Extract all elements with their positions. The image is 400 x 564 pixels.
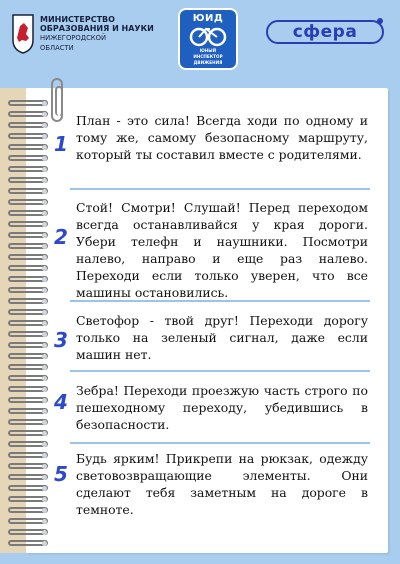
binding-hole <box>42 167 47 172</box>
binding-hole <box>42 178 47 183</box>
binding-hole <box>42 530 47 535</box>
rule-text: Светофор - твой друг! Переходи дорогу только на зеленый сигнал, даже если машин нет. <box>76 313 368 362</box>
ministry-logo-text <box>40 15 170 53</box>
paperclip-icon <box>51 78 63 122</box>
binding-hole <box>42 233 47 238</box>
binding-hole <box>42 453 47 458</box>
binding-hole <box>42 255 47 260</box>
yuid-sub-3: ДВИЖЕНИЯ <box>193 60 223 65</box>
binding-hole <box>42 332 47 337</box>
rule-number: 1 <box>54 132 68 156</box>
yuid-logo <box>178 8 238 70</box>
binding-hole <box>42 387 47 392</box>
binding-hole <box>42 343 47 348</box>
rule-number: 5 <box>54 462 68 486</box>
rule-text: План - это сила! Всегда ходи по одному и тому же, самому безопасному маршруту, который ты составил вместе с родителями. <box>76 113 368 162</box>
divider-line <box>70 442 370 444</box>
header <box>0 0 400 78</box>
binding-hole <box>42 475 47 480</box>
binding-hole <box>42 288 47 293</box>
binding-hole <box>42 442 47 447</box>
binding-hole <box>42 310 47 315</box>
rule-number: 4 <box>54 390 68 414</box>
binding-hole <box>42 266 47 271</box>
binding-hole <box>42 321 47 326</box>
binding-hole <box>42 211 47 216</box>
binding-hole <box>42 145 47 150</box>
yuid-title: ЮИД <box>192 13 224 24</box>
ministry-line-4: ОБЛАСТИ <box>40 44 74 52</box>
binding-hole <box>42 244 47 249</box>
binding-hole <box>42 222 47 227</box>
binding-hole <box>42 189 47 194</box>
binding-hole <box>42 354 47 359</box>
binding-hole <box>42 398 47 403</box>
binding-hole <box>42 541 47 546</box>
rule-text: Будь ярким! Прикрепи на рюкзак, одежду световозвращающие элементы. Они сделают тебя заметным на дороге в темноте. <box>76 451 368 517</box>
rule-number: 2 <box>54 225 68 249</box>
binding-hole <box>42 277 47 282</box>
binding-hole <box>42 464 47 469</box>
binding-hole <box>42 156 47 161</box>
ministry-line-2: ОБРАЗОВАНИЯ И НАУКИ <box>40 24 154 33</box>
binding-hole <box>42 299 47 304</box>
sfera-logo <box>266 20 384 44</box>
rule-text: Зебра! Переходи проезжую часть строго по пешеходному переходу, убедившись в безопасности. <box>76 383 368 432</box>
yuid-sub-2: ИНСПЕКТОР <box>193 54 223 59</box>
binding-hole <box>42 409 47 414</box>
binding-hole <box>42 101 47 106</box>
ministry-line-3: НИЖЕГОРОДСКОЙ <box>40 34 107 42</box>
binding-hole <box>42 486 47 491</box>
yuid-sub-1: ЮНЫЙ <box>199 48 217 53</box>
binding-hole <box>42 497 47 502</box>
binding-hole <box>42 365 47 370</box>
sfera-logo-dot <box>377 18 383 24</box>
binding-hole <box>42 519 47 524</box>
rule-number: 3 <box>54 328 68 352</box>
ministry-line-1: МИНИСТЕРСТВО <box>40 15 115 24</box>
binding-hole <box>42 112 47 117</box>
coat-of-arms-icon <box>12 14 34 54</box>
bicycle-icon <box>188 25 228 47</box>
binding-hole <box>42 508 47 513</box>
divider-line <box>70 188 370 190</box>
sfera-logo-text: сфера <box>292 22 358 42</box>
binding-hole <box>42 123 47 128</box>
binding-hole <box>42 200 47 205</box>
binding-hole <box>42 431 47 436</box>
binding-hole <box>42 376 47 381</box>
rule-text: Стой! Смотри! Слушай! Перед переходом всегда останавливайся у края дороги. Убери телефн и наушники. Посмотри налево, направо и еще раз налево. Переходи если только уверен, что все машины остановились. <box>76 200 368 300</box>
divider-line <box>70 370 370 372</box>
binding-hole <box>42 134 47 139</box>
binding-hole <box>42 420 47 425</box>
